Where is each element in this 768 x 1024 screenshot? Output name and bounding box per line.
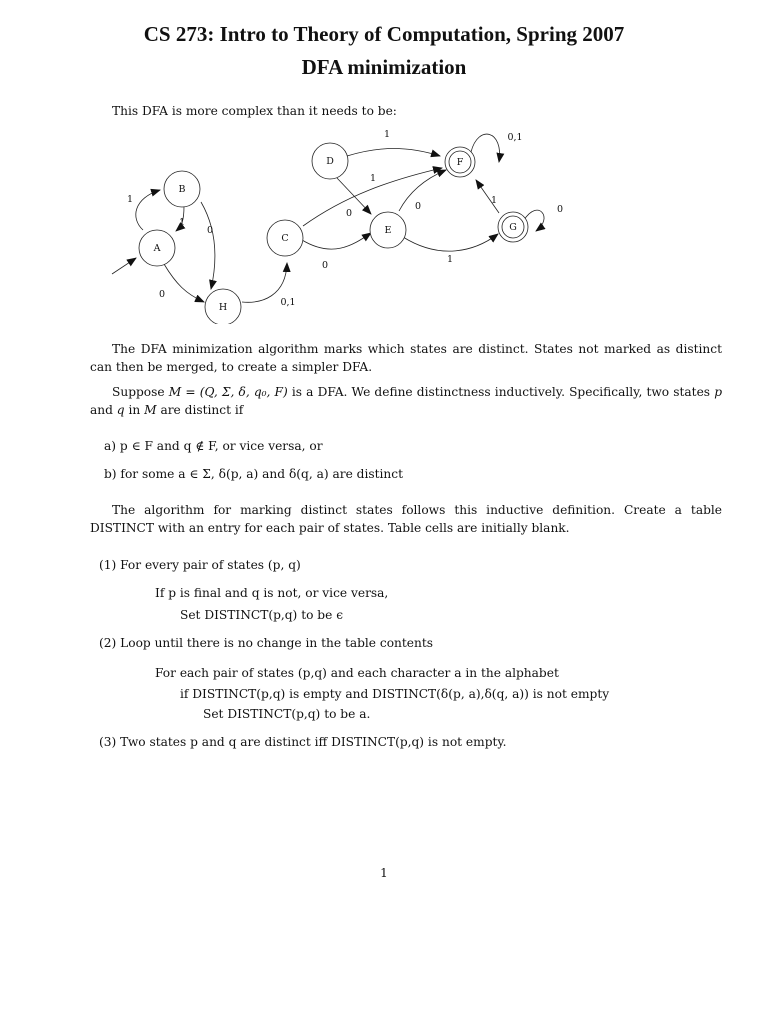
state-label-e: E [384,225,392,236]
dfa-diagram [90,118,570,324]
page-title: CS 273: Intro to Theory of Computation, Spring 2007 [143,22,625,46]
label-b-h: 0 [206,225,214,236]
start-arrow [112,258,136,274]
condition-a: a) p ∈ F and q ∉ F, or vice versa, or [104,439,323,453]
algorithm-step-3: (3) Two states p and q are distinct iff DISTINCT(p,q) is not empty. [99,735,507,749]
page-number: 1 [380,866,388,880]
label-b-a: 1 [178,217,186,228]
p2-math-m: M [144,403,157,417]
p2-text-e: are distinct if [156,403,244,417]
p2-text-a: Suppose [112,385,169,399]
state-label-b: B [178,184,186,195]
p2-text-d: in [124,403,145,417]
intro-text: This DFA is more complex than it needs to be: [112,104,397,118]
label-e-f: 0 [414,201,422,212]
edge-e-g [403,234,498,251]
label-c-f: 1 [369,173,377,184]
p2-math-dfa: M = (Q, Σ, δ, q₀, F) [168,385,288,399]
algorithm-step-2-loop: For each pair of states (p,q) and each character a in the alphabet [155,666,559,680]
algorithm-step-1-condition: If p is final and q is not, or vice versa, [155,586,389,600]
p2-text-b: is a DFA. We define distinctness inductively. Specifically, two states [287,385,715,399]
algorithm-step-2-action: Set DISTINCT(p,q) to be a. [203,707,371,721]
label-a-b: 1 [126,194,134,205]
label-e-g: 1 [446,254,454,265]
paragraph-3: The algorithm for marking distinct states follows this inductive definition. Create a table DISTINCT with an entry for each pair of states. Table cells are initially blank. [90,503,722,535]
edge-c-e [302,233,371,249]
algorithm-step-1-action: Set DISTINCT(p,q) to be ϵ [180,608,344,622]
label-a-h: 0 [158,289,166,300]
state-label-a: A [153,243,161,254]
label-g-loop: 0 [556,204,564,215]
algorithm-step-2-condition: if DISTINCT(p,q) is empty and DISTINCT(δ(p, a),δ(q, a)) is not empty [180,687,610,701]
state-label-c: C [281,233,289,244]
condition-b: b) for some a ∈ Σ, δ(p, a) and δ(q, a) are distinct [104,467,403,481]
state-label-g: G [509,222,517,233]
edge-b-h [201,202,215,289]
p2-text-c: and [90,403,117,417]
state-label-h: H [218,302,228,313]
state-label-f: F [456,157,464,168]
algorithm-step-2: (2) Loop until there is no change in the table contents [99,636,434,650]
label-f-loop: 0,1 [507,132,523,143]
edge-d-f [347,149,440,157]
edge-e-f [399,170,446,211]
algorithm-step-1: (1) For every pair of states (p, q) [99,558,301,572]
label-d-f: 1 [383,129,391,140]
edge-f-loop [471,134,500,162]
edge-d-e [337,178,371,214]
label-d-e: 0 [345,208,353,219]
edge-a-b [136,190,160,230]
state-label-d: D [326,156,334,167]
p2-math-q: q [116,403,125,417]
label-c-e: 0 [321,260,329,271]
paragraph-2 [90,383,722,419]
label-h-c: 0,1 [280,297,296,308]
page-subtitle: DFA minimization [301,55,467,79]
label-g-f: 1 [490,195,498,206]
p2-math-p: p [714,385,722,399]
paragraph-1: The DFA minimization algorithm marks which states are distinct. States not marked as distinct can then be merged, to create a simpler DFA. [90,342,722,374]
edge-a-h [164,264,204,302]
